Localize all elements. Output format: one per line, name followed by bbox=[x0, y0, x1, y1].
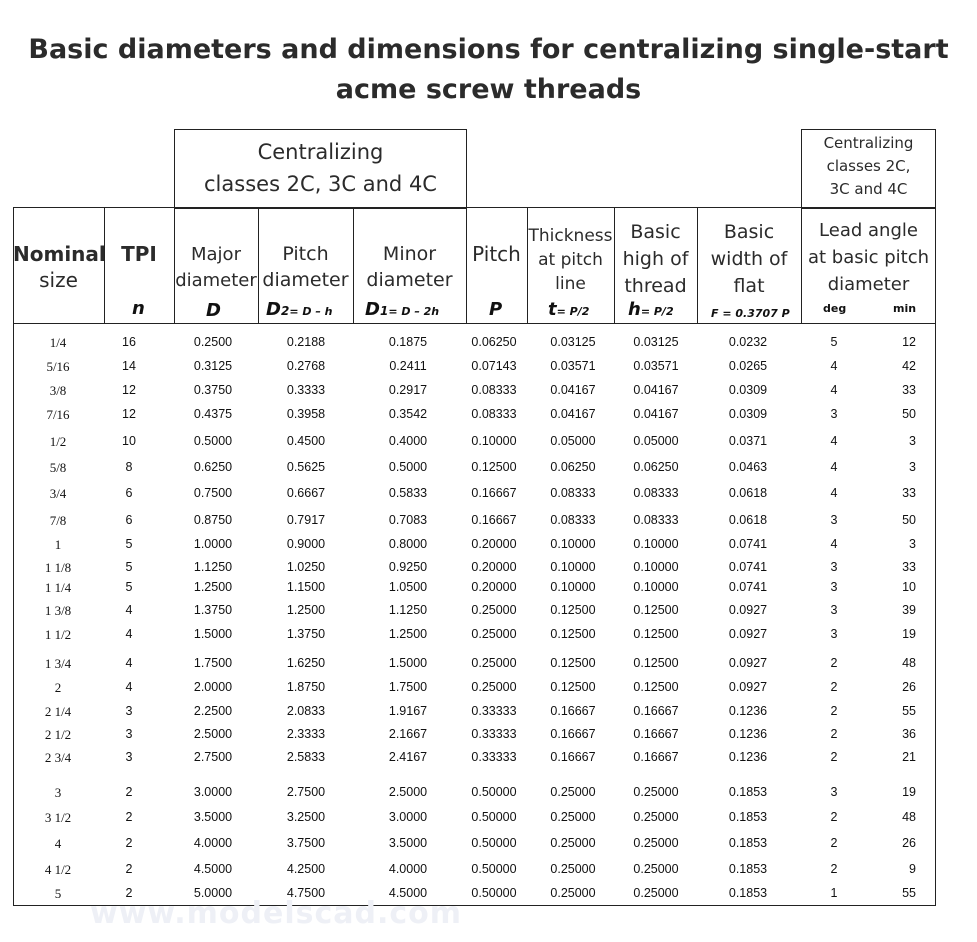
cell-thread-height: 0.12500 bbox=[633, 656, 679, 670]
cell-thread-height: 0.10000 bbox=[633, 580, 679, 594]
cell-lead-min: 9 bbox=[909, 862, 916, 876]
cell-major-diameter: 1.3750 bbox=[193, 603, 233, 617]
cell-pitch: 0.33333 bbox=[471, 727, 517, 741]
cell-major-diameter: 1.2500 bbox=[193, 580, 233, 594]
cell-lead-deg: 4 bbox=[830, 537, 838, 551]
col-header-flat: Basic width of flat bbox=[710, 221, 788, 297]
cell-nominal-size: 3/4 bbox=[49, 486, 67, 501]
col-header-lead-angle: Lead angle at basic pitch diameter bbox=[807, 220, 930, 295]
cell-major-diameter: 1.7500 bbox=[193, 656, 233, 670]
cell-nominal-size: 1 1/2 bbox=[44, 627, 72, 642]
cell-lead-min: 50 bbox=[902, 407, 916, 421]
col-header-major: Major diameter bbox=[175, 244, 257, 291]
cell-thread-height: 0.08333 bbox=[633, 513, 679, 527]
cell-flat-width: 0.0741 bbox=[728, 537, 768, 551]
cell-major-diameter: 0.8750 bbox=[193, 513, 233, 527]
cell-tpi: 4 bbox=[125, 603, 133, 617]
col-symbol-pitch: P bbox=[489, 299, 503, 320]
cell-pitch-diameter: 1.6250 bbox=[286, 656, 326, 670]
cell-tpi: 2 bbox=[125, 862, 133, 876]
cell-thread-height: 0.05000 bbox=[633, 434, 679, 448]
cell-pitch-diameter: 3.7500 bbox=[286, 836, 326, 850]
title-line-2: acme screw threads bbox=[335, 74, 642, 105]
cell-minor-diameter: 0.3542 bbox=[388, 407, 428, 421]
cell-pitch-diameter: 2.3333 bbox=[286, 727, 326, 741]
cell-flat-width: 0.0618 bbox=[728, 486, 768, 500]
cell-thickness: 0.10000 bbox=[550, 580, 596, 594]
cell-tpi: 6 bbox=[125, 486, 133, 500]
cell-lead-deg: 4 bbox=[830, 486, 838, 500]
cell-thickness: 0.25000 bbox=[550, 886, 596, 900]
cell-tpi: 2 bbox=[125, 836, 133, 850]
cell-lead-min: 50 bbox=[902, 513, 916, 527]
cell-nominal-size: 2 bbox=[54, 680, 62, 695]
cell-nominal-size: 3 1/2 bbox=[44, 810, 72, 825]
cell-nominal-size: 1/2 bbox=[49, 434, 67, 449]
table-frame bbox=[13, 207, 936, 906]
cell-lead-deg: 4 bbox=[830, 383, 838, 397]
cell-pitch: 0.25000 bbox=[471, 627, 517, 641]
cell-lead-deg: 2 bbox=[830, 750, 838, 764]
cell-thickness: 0.10000 bbox=[550, 560, 596, 574]
cell-major-diameter: 0.3125 bbox=[193, 359, 233, 373]
cell-pitch: 0.50000 bbox=[471, 886, 517, 900]
cell-tpi: 6 bbox=[125, 513, 133, 527]
cell-pitch-diameter: 0.7917 bbox=[286, 513, 326, 527]
cell-thread-height: 0.06250 bbox=[633, 460, 679, 474]
cell-minor-diameter: 1.1250 bbox=[388, 603, 428, 617]
cell-thickness: 0.12500 bbox=[550, 680, 596, 694]
cell-tpi: 3 bbox=[125, 750, 133, 764]
cell-pitch-diameter: 2.0833 bbox=[286, 704, 326, 718]
cell-minor-diameter: 0.9250 bbox=[388, 560, 428, 574]
cell-minor-diameter: 2.4167 bbox=[388, 750, 428, 764]
cell-thickness: 0.05000 bbox=[550, 434, 596, 448]
cell-lead-min: 55 bbox=[902, 704, 916, 718]
cell-flat-width: 0.1853 bbox=[728, 862, 768, 876]
cell-thread-height: 0.12500 bbox=[633, 680, 679, 694]
col-header-pitch: Pitch bbox=[472, 242, 521, 266]
cell-major-diameter: 4.5000 bbox=[193, 862, 233, 876]
cell-nominal-size: 5/8 bbox=[49, 460, 67, 475]
cell-thread-height: 0.03125 bbox=[633, 335, 679, 349]
col-symbol-major: D bbox=[206, 300, 221, 321]
cell-lead-min: 36 bbox=[902, 727, 916, 741]
cell-flat-width: 0.0232 bbox=[728, 335, 768, 349]
col-symbol-tpi: n bbox=[132, 298, 145, 319]
cell-lead-min: 19 bbox=[902, 627, 916, 641]
cell-lead-deg: 2 bbox=[830, 656, 838, 670]
cell-minor-diameter: 0.4000 bbox=[388, 434, 428, 448]
cell-pitch-diameter: 4.7500 bbox=[286, 886, 326, 900]
cell-pitch: 0.08333 bbox=[471, 383, 517, 397]
cell-nominal-size: 3 bbox=[54, 785, 62, 800]
cell-thickness: 0.12500 bbox=[550, 656, 596, 670]
cell-lead-deg: 3 bbox=[830, 560, 838, 574]
cell-thread-height: 0.04167 bbox=[633, 383, 679, 397]
cell-flat-width: 0.1236 bbox=[728, 727, 768, 741]
cell-nominal-size: 1 3/8 bbox=[44, 603, 72, 618]
cell-flat-width: 0.0741 bbox=[728, 580, 768, 594]
cell-pitch: 0.50000 bbox=[471, 836, 517, 850]
cell-pitch: 0.20000 bbox=[471, 560, 517, 574]
cell-flat-width: 0.0927 bbox=[728, 627, 768, 641]
cell-flat-width: 0.0741 bbox=[728, 560, 768, 574]
cell-major-diameter: 2.2500 bbox=[193, 704, 233, 718]
col-symbol-high: h= P/2 bbox=[628, 299, 674, 320]
cell-major-diameter: 0.2500 bbox=[193, 335, 233, 349]
cell-nominal-size: 7/8 bbox=[49, 513, 67, 528]
cell-pitch: 0.10000 bbox=[471, 434, 517, 448]
cell-lead-deg: 3 bbox=[830, 407, 838, 421]
cell-thread-height: 0.25000 bbox=[633, 785, 679, 799]
cell-major-diameter: 2.5000 bbox=[193, 727, 233, 741]
cell-nominal-size: 2 1/4 bbox=[44, 704, 72, 719]
cell-tpi: 3 bbox=[125, 727, 133, 741]
cell-pitch: 0.08333 bbox=[471, 407, 517, 421]
cell-nominal-size: 1/4 bbox=[49, 335, 67, 350]
cell-lead-min: 33 bbox=[902, 560, 916, 574]
cell-major-diameter: 0.5000 bbox=[193, 434, 233, 448]
cell-thickness: 0.25000 bbox=[550, 836, 596, 850]
cell-thread-height: 0.25000 bbox=[633, 886, 679, 900]
cell-major-diameter: 3.5000 bbox=[193, 810, 233, 824]
cell-flat-width: 0.0927 bbox=[728, 656, 768, 670]
cell-minor-diameter: 4.5000 bbox=[388, 886, 428, 900]
cell-nominal-size: 1 3/4 bbox=[44, 656, 72, 671]
cell-thread-height: 0.16667 bbox=[633, 750, 679, 764]
cell-minor-diameter: 1.9167 bbox=[388, 704, 428, 718]
cell-pitch-diameter: 2.5833 bbox=[286, 750, 326, 764]
cell-flat-width: 0.0265 bbox=[728, 359, 768, 373]
cell-major-diameter: 2.0000 bbox=[193, 680, 233, 694]
cell-major-diameter: 3.0000 bbox=[193, 785, 233, 799]
cell-pitch-diameter: 0.3958 bbox=[286, 407, 326, 421]
cell-tpi: 14 bbox=[122, 359, 136, 373]
cell-pitch: 0.16667 bbox=[471, 486, 517, 500]
cell-lead-min: 26 bbox=[902, 680, 916, 694]
cell-nominal-size: 7/16 bbox=[46, 407, 70, 422]
cell-tpi: 4 bbox=[125, 680, 133, 694]
cell-thread-height: 0.12500 bbox=[633, 627, 679, 641]
cell-major-diameter: 4.0000 bbox=[193, 836, 233, 850]
watermark-text: www.modelscad.com bbox=[90, 896, 463, 931]
cell-lead-deg: 3 bbox=[830, 627, 838, 641]
cell-thickness: 0.16667 bbox=[550, 727, 596, 741]
cell-lead-min: 3 bbox=[909, 434, 916, 448]
cell-flat-width: 0.1236 bbox=[728, 750, 768, 764]
cell-thread-height: 0.10000 bbox=[633, 560, 679, 574]
cell-major-diameter: 0.6250 bbox=[193, 460, 233, 474]
title-line-1: Basic diameters and dimensions for centralizing single-start bbox=[28, 34, 949, 65]
col-header-tpi: TPI bbox=[121, 242, 157, 266]
cell-tpi: 4 bbox=[125, 656, 133, 670]
col-symbol-flat: F = 0.3707 P bbox=[711, 307, 790, 320]
cell-lead-min: 26 bbox=[902, 836, 916, 850]
cell-pitch-diameter: 1.0250 bbox=[286, 560, 326, 574]
cell-thickness: 0.06250 bbox=[550, 460, 596, 474]
cell-pitch-diameter: 3.2500 bbox=[286, 810, 326, 824]
cell-pitch-diameter: 0.6667 bbox=[286, 486, 326, 500]
cell-tpi: 8 bbox=[125, 460, 133, 474]
cell-pitch: 0.20000 bbox=[471, 580, 517, 594]
cell-pitch-diameter: 4.2500 bbox=[286, 862, 326, 876]
cell-pitch-diameter: 2.7500 bbox=[286, 785, 326, 799]
cell-pitch: 0.25000 bbox=[471, 603, 517, 617]
cell-major-diameter: 1.5000 bbox=[193, 627, 233, 641]
cell-thread-height: 0.08333 bbox=[633, 486, 679, 500]
cell-pitch: 0.25000 bbox=[471, 680, 517, 694]
cell-minor-diameter: 1.5000 bbox=[388, 656, 428, 670]
cell-major-diameter: 1.1250 bbox=[193, 560, 233, 574]
cell-nominal-size: 5 bbox=[54, 886, 62, 901]
cell-thread-height: 0.25000 bbox=[633, 862, 679, 876]
page-title bbox=[0, 30, 977, 110]
cell-tpi: 10 bbox=[122, 434, 136, 448]
cell-lead-min: 12 bbox=[902, 335, 916, 349]
cell-minor-diameter: 0.5000 bbox=[388, 460, 428, 474]
cell-pitch-diameter: 1.8750 bbox=[286, 680, 326, 694]
cell-pitch-diameter: 0.5625 bbox=[286, 460, 326, 474]
cell-nominal-size: 2 3/4 bbox=[44, 750, 72, 765]
cell-lead-deg: 4 bbox=[830, 434, 838, 448]
cell-lead-deg: 3 bbox=[830, 785, 838, 799]
centralizing-group-left-label: Centralizing classes 2C, 3C and 4C bbox=[204, 140, 437, 196]
cell-lead-deg: 5 bbox=[830, 335, 838, 349]
cell-tpi: 5 bbox=[125, 580, 133, 594]
cell-nominal-size: 1 bbox=[54, 537, 62, 552]
cell-tpi: 12 bbox=[122, 383, 136, 397]
col-header-nominal: Nominal size bbox=[13, 242, 106, 292]
cell-lead-min: 3 bbox=[909, 460, 916, 474]
cell-flat-width: 0.0463 bbox=[728, 460, 768, 474]
cell-thread-height: 0.10000 bbox=[633, 537, 679, 551]
cell-lead-deg: 4 bbox=[830, 359, 838, 373]
cell-lead-min: 19 bbox=[902, 785, 916, 799]
cell-pitch: 0.07143 bbox=[471, 359, 517, 373]
cell-thread-height: 0.16667 bbox=[633, 704, 679, 718]
cell-minor-diameter: 1.7500 bbox=[388, 680, 428, 694]
cell-lead-min: 39 bbox=[902, 603, 916, 617]
cell-minor-diameter: 4.0000 bbox=[388, 862, 428, 876]
cell-minor-diameter: 2.5000 bbox=[388, 785, 428, 799]
col-header-thickness: Thickness at pitch line bbox=[528, 226, 613, 294]
cell-pitch: 0.33333 bbox=[471, 750, 517, 764]
cell-lead-deg: 3 bbox=[830, 513, 838, 527]
cell-nominal-size: 4 1/2 bbox=[44, 862, 72, 877]
cell-lead-deg: 2 bbox=[830, 836, 838, 850]
cell-thickness: 0.08333 bbox=[550, 486, 596, 500]
col-symbol-thickness: t= P/2 bbox=[548, 299, 590, 320]
cell-flat-width: 0.0618 bbox=[728, 513, 768, 527]
cell-pitch-diameter: 0.3333 bbox=[286, 383, 326, 397]
cell-thickness: 0.16667 bbox=[550, 704, 596, 718]
cell-tpi: 12 bbox=[122, 407, 136, 421]
col-symbol-pitch-diameter: D2= D – h bbox=[266, 299, 333, 320]
cell-pitch: 0.33333 bbox=[471, 704, 517, 718]
cell-nominal-size: 4 bbox=[54, 836, 62, 851]
cell-pitch: 0.06250 bbox=[471, 335, 517, 349]
cell-minor-diameter: 0.5833 bbox=[388, 486, 428, 500]
cell-thickness: 0.12500 bbox=[550, 603, 596, 617]
cell-major-diameter: 0.4375 bbox=[193, 407, 233, 421]
cell-lead-deg: 2 bbox=[830, 810, 838, 824]
cell-minor-diameter: 1.2500 bbox=[388, 627, 428, 641]
cell-lead-deg: 4 bbox=[830, 460, 838, 474]
cell-thread-height: 0.12500 bbox=[633, 603, 679, 617]
cell-thickness: 0.04167 bbox=[550, 407, 596, 421]
cell-thickness: 0.12500 bbox=[550, 627, 596, 641]
cell-minor-diameter: 0.2917 bbox=[388, 383, 428, 397]
cell-tpi: 5 bbox=[125, 560, 133, 574]
cell-pitch-diameter: 1.2500 bbox=[286, 603, 326, 617]
cell-thread-height: 0.25000 bbox=[633, 810, 679, 824]
col-header-minor: Minor diameter bbox=[366, 243, 453, 291]
cell-pitch-diameter: 0.2188 bbox=[286, 335, 326, 349]
header-divider bbox=[13, 323, 936, 324]
cell-thickness: 0.16667 bbox=[550, 750, 596, 764]
cell-thread-height: 0.25000 bbox=[633, 836, 679, 850]
cell-lead-min: 33 bbox=[902, 383, 916, 397]
cell-thickness: 0.03125 bbox=[550, 335, 596, 349]
cell-pitch-diameter: 0.2768 bbox=[286, 359, 326, 373]
cell-minor-diameter: 0.7083 bbox=[388, 513, 428, 527]
cell-minor-diameter: 0.8000 bbox=[388, 537, 428, 551]
cell-pitch: 0.16667 bbox=[471, 513, 517, 527]
cell-lead-deg: 3 bbox=[830, 603, 838, 617]
cell-flat-width: 0.1236 bbox=[728, 704, 768, 718]
cell-nominal-size: 2 1/2 bbox=[44, 727, 72, 742]
cell-pitch: 0.25000 bbox=[471, 656, 517, 670]
cell-pitch-diameter: 1.3750 bbox=[286, 627, 326, 641]
cell-pitch-diameter: 0.9000 bbox=[286, 537, 326, 551]
col-symbol-deg: deg bbox=[823, 302, 847, 315]
cell-lead-deg: 2 bbox=[830, 727, 838, 741]
cell-flat-width: 0.0927 bbox=[728, 680, 768, 694]
cell-pitch: 0.50000 bbox=[471, 862, 517, 876]
cell-minor-diameter: 1.0500 bbox=[388, 580, 428, 594]
cell-tpi: 16 bbox=[122, 335, 136, 349]
col-header-pitch-diameter: Pitch diameter bbox=[262, 243, 349, 291]
cell-flat-width: 0.1853 bbox=[728, 886, 768, 900]
cell-nominal-size: 1 1/4 bbox=[44, 580, 72, 595]
centralizing-group-right-label: Centralizing classes 2C, 3C and 4C bbox=[823, 134, 914, 198]
cell-lead-deg: 2 bbox=[830, 680, 838, 694]
cell-minor-diameter: 0.2411 bbox=[389, 359, 427, 373]
cell-thickness: 0.10000 bbox=[550, 537, 596, 551]
cell-thread-height: 0.03571 bbox=[633, 359, 679, 373]
cell-nominal-size: 3/8 bbox=[49, 383, 67, 398]
cell-lead-min: 42 bbox=[902, 359, 916, 373]
cell-pitch-diameter: 0.4500 bbox=[286, 434, 326, 448]
cell-lead-deg: 1 bbox=[830, 886, 838, 900]
cell-lead-min: 33 bbox=[902, 486, 916, 500]
cell-flat-width: 0.0309 bbox=[728, 407, 768, 421]
cell-minor-diameter: 3.0000 bbox=[388, 810, 428, 824]
cell-major-diameter: 1.0000 bbox=[193, 537, 233, 551]
cell-thickness: 0.25000 bbox=[550, 862, 596, 876]
cell-flat-width: 0.1853 bbox=[728, 810, 768, 824]
cell-tpi: 4 bbox=[125, 627, 133, 641]
cell-nominal-size: 5/16 bbox=[46, 359, 70, 374]
cell-pitch: 0.20000 bbox=[471, 537, 517, 551]
cell-major-diameter: 0.3750 bbox=[193, 383, 233, 397]
cell-major-diameter: 0.7500 bbox=[193, 486, 233, 500]
cell-minor-diameter: 0.1875 bbox=[388, 335, 428, 349]
cell-tpi: 2 bbox=[125, 886, 133, 900]
cell-minor-diameter: 3.5000 bbox=[388, 836, 428, 850]
cell-lead-min: 3 bbox=[909, 537, 916, 551]
cell-major-diameter: 2.7500 bbox=[193, 750, 233, 764]
cell-thickness: 0.04167 bbox=[550, 383, 596, 397]
cell-nominal-size: 1 1/8 bbox=[44, 560, 72, 575]
cell-lead-min: 48 bbox=[902, 656, 916, 670]
cell-flat-width: 0.1853 bbox=[728, 785, 768, 799]
cell-pitch: 0.12500 bbox=[471, 460, 517, 474]
cell-tpi: 3 bbox=[125, 704, 133, 718]
cell-minor-diameter: 2.1667 bbox=[388, 727, 428, 741]
cell-major-diameter: 5.0000 bbox=[193, 886, 233, 900]
cell-pitch: 0.50000 bbox=[471, 785, 517, 799]
col-symbol-min: min bbox=[893, 302, 917, 315]
cell-thread-height: 0.16667 bbox=[633, 727, 679, 741]
cell-lead-deg: 3 bbox=[830, 580, 838, 594]
cell-flat-width: 0.1853 bbox=[728, 836, 768, 850]
cell-flat-width: 0.0371 bbox=[728, 434, 768, 448]
cell-flat-width: 0.0927 bbox=[728, 603, 768, 617]
cell-tpi: 2 bbox=[125, 810, 133, 824]
cell-tpi: 5 bbox=[125, 537, 133, 551]
cell-pitch: 0.50000 bbox=[471, 810, 517, 824]
cell-lead-min: 21 bbox=[902, 750, 916, 764]
cell-lead-min: 48 bbox=[902, 810, 916, 824]
col-symbol-minor: D1= D – 2h bbox=[365, 299, 440, 320]
cell-lead-min: 10 bbox=[902, 580, 916, 594]
cell-lead-deg: 2 bbox=[830, 862, 838, 876]
cell-thickness: 0.03571 bbox=[550, 359, 596, 373]
cell-thickness: 0.25000 bbox=[550, 810, 596, 824]
cell-tpi: 2 bbox=[125, 785, 133, 799]
cell-flat-width: 0.0309 bbox=[728, 383, 768, 397]
cell-thread-height: 0.04167 bbox=[633, 407, 679, 421]
cell-lead-min: 55 bbox=[902, 886, 916, 900]
col-header-high: Basic high of thread bbox=[622, 221, 689, 297]
cell-pitch-diameter: 1.1500 bbox=[286, 580, 326, 594]
cell-thickness: 0.25000 bbox=[550, 785, 596, 799]
cell-thickness: 0.08333 bbox=[550, 513, 596, 527]
cell-lead-deg: 2 bbox=[830, 704, 838, 718]
